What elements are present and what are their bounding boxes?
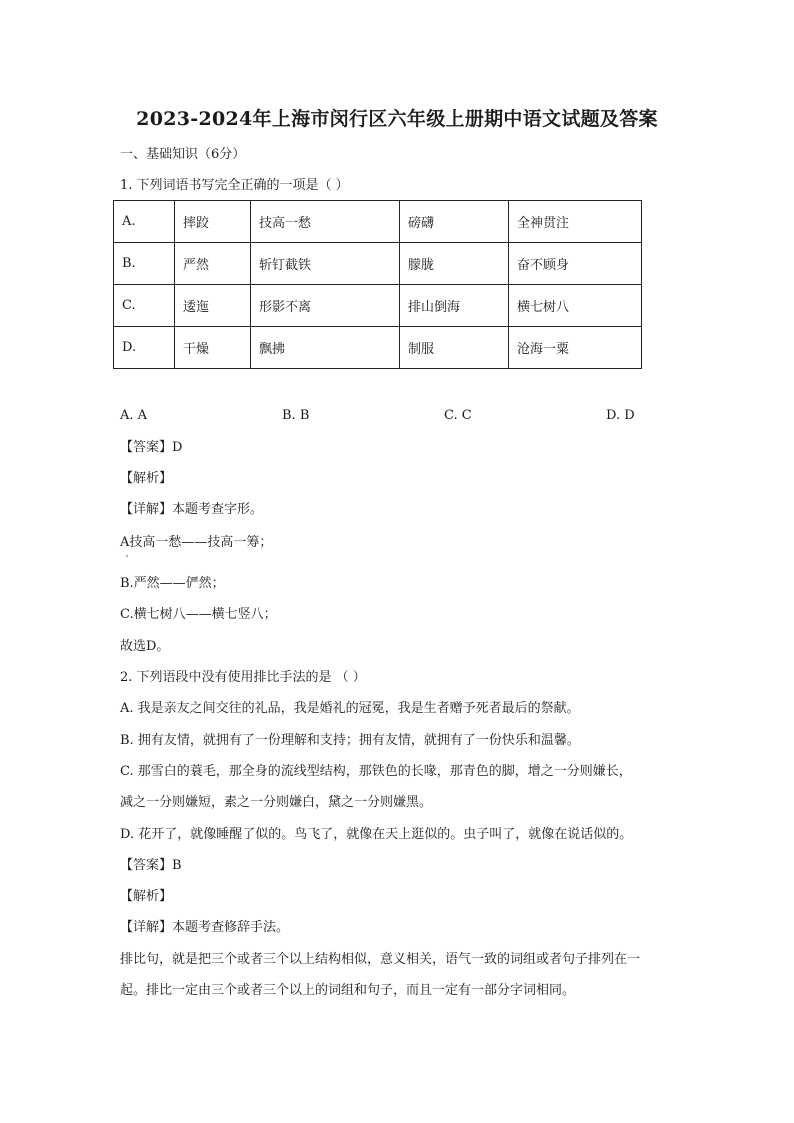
question-1-explain-line: B.严然——俨然； [120, 576, 225, 591]
table-cell: 严然 [175, 243, 251, 285]
question-1-analysis-label: 【解析】 [120, 471, 173, 486]
question-2-option-a: A. 我是亲友之间交往的礼品，我是婚礼的冠冕，我是生者赠予死者最后的祭献。 [120, 701, 580, 716]
question-2-option-c: C. 那雪白的蓑毛，那全身的流线型结构，那铁色的长喙，那青色的脚，增之一分则嫌长， [120, 764, 632, 779]
question-2-explain-line: 起。排比一定由三个或者三个以上的词组和句子，而且一定有一部分字词相同。 [120, 983, 576, 998]
question-1-conclusion: 故选D。 [120, 639, 170, 654]
table-row [114, 327, 642, 369]
choice-c: C. C [444, 408, 472, 423]
question-2-option-b: B. 拥有友情，就拥有了一份理解和支持；拥有友情，就拥有了一份快乐和温馨。 [120, 733, 580, 748]
question-2-stem: 2. 下列语段中没有使用排比手法的是 （ ） [120, 670, 366, 685]
question-1-detail: 【详解】本题考查字形。 [120, 502, 264, 517]
table-cell: 沧海一粟 [509, 327, 642, 369]
choice-b: B. B [282, 408, 310, 423]
choice-a: A. A [120, 408, 148, 423]
table-cell: B. [114, 243, 175, 285]
stray-mark [126, 555, 128, 557]
question-2-analysis-label: 【解析】 [120, 889, 173, 904]
table-row [114, 285, 642, 327]
page-title: 2023-2024年上海市闵行区六年级上册期中语文试题及答案 [136, 108, 658, 130]
question-2-detail: 【详解】本题考查修辞手法。 [120, 920, 290, 935]
table-cell: 摔跤 [175, 201, 251, 243]
table-cell: 逶迤 [175, 285, 251, 327]
table-cell: C. [114, 285, 175, 327]
table-cell: 奋不顾身 [509, 243, 642, 285]
table-cell: 磅礴 [400, 201, 509, 243]
table-cell: A. [114, 201, 175, 243]
choice-d: D. D [606, 408, 635, 423]
table-cell: 干燥 [175, 327, 251, 369]
question-1-options-table [113, 200, 642, 369]
question-2-answer: 【答案】B [120, 858, 182, 873]
question-2-option-c-cont: 减之一分则嫌短，素之一分则嫌白，黛之一分则嫌黑。 [120, 795, 433, 810]
table-cell: 形影不离 [251, 285, 400, 327]
table-row [114, 243, 642, 285]
question-2-explain-line: 排比句，就是把三个或者三个以上结构相似，意义相关，语气一致的词组或者句子排列在一 [120, 952, 641, 967]
question-1-answer: 【答案】D [120, 440, 183, 455]
table-row [114, 201, 642, 243]
question-2-option-d: D. 花开了，就像睡醒了似的。鸟飞了，就像在天上逛似的。虫子叫了，就像在说话似的。 [120, 827, 633, 842]
question-1-stem: 1. 下列词语书写完全正确的一项是（ ） [120, 178, 349, 193]
table-cell: 飘拂 [251, 327, 400, 369]
table-cell: 技高一愁 [251, 201, 400, 243]
table-cell: D. [114, 327, 175, 369]
table-cell: 横七树八 [509, 285, 642, 327]
question-1-explain-line: C.横七树八——横七竖八； [120, 607, 277, 622]
table-cell: 全神贯注 [509, 201, 642, 243]
section-heading: 一、基础知识（6分） [120, 147, 246, 162]
question-1-explain-line: A技高一愁——技高一筹； [120, 535, 273, 550]
table-cell: 斩钉截铁 [251, 243, 400, 285]
table-cell: 朦胧 [400, 243, 509, 285]
table-cell: 排山倒海 [400, 285, 509, 327]
table-cell: 制服 [400, 327, 509, 369]
